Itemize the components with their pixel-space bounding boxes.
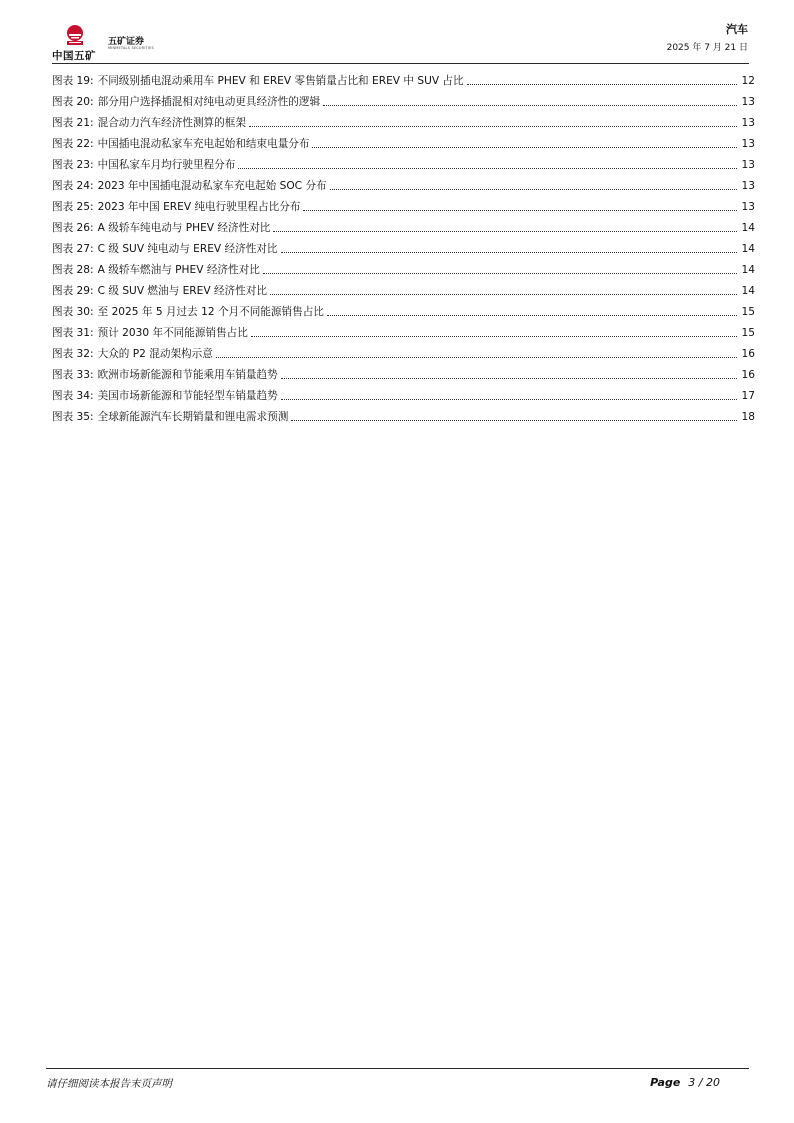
toc-entry-title: 2023 年中国插电混动私家车充电起始 SOC 分布 <box>97 180 327 192</box>
toc-dot-leader <box>238 167 737 169</box>
toc-entry-page[interactable]: 14 <box>741 264 755 276</box>
toc-entry-prefix: 图表 25: <box>52 201 94 213</box>
logo-sub-text: 五矿证券 <box>108 37 145 47</box>
toc-entry-label[interactable] <box>52 347 216 361</box>
toc-entry-title: C 级 SUV 燃油与 EREV 经济性对比 <box>97 285 267 297</box>
toc-entry-prefix: 图表 32: <box>52 348 94 360</box>
toc-entry-page[interactable]: 16 <box>741 369 755 381</box>
toc-entry-label[interactable] <box>52 389 281 403</box>
toc-entry-title: 部分用户选择插混相对纯电动更具经济性的逻辑 <box>97 96 321 108</box>
toc-entry-label[interactable] <box>52 137 312 151</box>
toc-dot-leader <box>323 104 737 106</box>
toc-entry-page[interactable]: 15 <box>741 327 755 339</box>
toc-entry-label[interactable] <box>52 116 249 130</box>
toc-entry-label[interactable] <box>52 263 263 277</box>
toc-row[interactable] <box>52 88 755 109</box>
toc-entry-label[interactable] <box>52 368 281 382</box>
toc-row[interactable] <box>52 382 755 403</box>
toc-entry-page[interactable]: 13 <box>741 180 755 192</box>
toc-entry-label[interactable] <box>52 158 238 172</box>
toc-entry-title: 中国插电混动私家车充电起始和结束电量分布 <box>97 138 310 150</box>
toc-entry-page[interactable]: 13 <box>741 159 755 171</box>
toc-entry-prefix: 图表 28: <box>52 264 94 276</box>
toc-entry-title: 至 2025 年 5 月过去 12 个月不同能源销售占比 <box>97 306 324 318</box>
toc-dot-leader <box>312 146 737 148</box>
toc-dot-leader <box>281 398 737 400</box>
toc-dot-leader <box>251 335 737 337</box>
toc-row[interactable] <box>52 277 755 298</box>
toc-row[interactable] <box>52 298 755 319</box>
toc-entry-prefix: 图表 23: <box>52 159 94 171</box>
section-title: 汽车 <box>726 23 748 36</box>
toc-entry-title: 中国私家车月均行驶里程分布 <box>97 159 236 171</box>
toc-row[interactable] <box>52 172 755 193</box>
toc-entry-page[interactable]: 14 <box>741 285 755 297</box>
toc-dot-leader <box>216 356 737 358</box>
toc-dot-leader <box>327 314 737 316</box>
page-indicator <box>650 1076 720 1089</box>
toc-row[interactable] <box>52 319 755 340</box>
toc-entry-prefix: 图表 31: <box>52 327 94 339</box>
toc-entry-title: C 级 SUV 纯电动与 EREV 经济性对比 <box>97 243 278 255</box>
toc-entry-title: 预计 2030 年不同能源销售占比 <box>97 327 248 339</box>
toc-entry-page[interactable]: 12 <box>741 75 755 87</box>
toc-entry-label[interactable] <box>52 242 281 256</box>
toc-dot-leader <box>249 125 737 127</box>
toc-entry-prefix: 图表 19: <box>52 75 94 87</box>
footer-divider <box>46 1068 749 1069</box>
toc-entry-page[interactable]: 14 <box>741 222 755 234</box>
report-date: 2025 年 7 月 21 日 <box>666 43 748 53</box>
toc-dot-leader <box>281 251 737 253</box>
toc-entry-label[interactable] <box>52 221 273 235</box>
company-logo <box>52 24 162 64</box>
toc-entry-prefix: 图表 26: <box>52 222 94 234</box>
toc-dot-leader <box>263 272 737 274</box>
toc-dot-leader <box>467 83 737 85</box>
toc-entry-prefix: 图表 35: <box>52 411 94 423</box>
page-number: 3 / 20 <box>688 1076 720 1089</box>
logo-main-text: 中国五矿 <box>52 50 96 62</box>
header-divider <box>52 63 749 64</box>
toc-row[interactable] <box>52 214 755 235</box>
toc-entry-label[interactable] <box>52 326 251 340</box>
toc-entry-title: 全球新能源汽车长期销量和锂电需求预测 <box>97 411 289 423</box>
toc-entry-page[interactable]: 13 <box>741 138 755 150</box>
toc-entry-label[interactable] <box>52 95 323 109</box>
toc-entry-prefix: 图表 22: <box>52 138 94 150</box>
minmetals-logo-icon <box>64 24 86 46</box>
toc-entry-prefix: 图表 21: <box>52 117 94 129</box>
toc-row[interactable] <box>52 67 755 88</box>
toc-row[interactable] <box>52 256 755 277</box>
toc-row[interactable] <box>52 130 755 151</box>
toc-entry-title: A 级轿车纯电动与 PHEV 经济性对比 <box>97 222 271 234</box>
toc-entry-page[interactable]: 18 <box>741 411 755 423</box>
toc-entry-page[interactable]: 13 <box>741 201 755 213</box>
toc-entry-title: 欧洲市场新能源和节能乘用车销量趋势 <box>97 369 278 381</box>
toc-entry-prefix: 图表 29: <box>52 285 94 297</box>
toc-entry-prefix: 图表 27: <box>52 243 94 255</box>
page-header <box>0 0 794 70</box>
toc-entry-prefix: 图表 34: <box>52 390 94 402</box>
toc-entry-prefix: 图表 30: <box>52 306 94 318</box>
toc-entry-prefix: 图表 20: <box>52 96 94 108</box>
toc-dot-leader <box>303 209 737 211</box>
toc-entry-label[interactable] <box>52 410 291 424</box>
toc-dot-leader <box>273 230 737 232</box>
toc-entry-title: 美国市场新能源和节能轻型车销量趋势 <box>97 390 278 402</box>
toc-dot-leader <box>330 188 737 190</box>
toc-entry-title: 混合动力汽车经济性测算的框架 <box>97 117 246 129</box>
toc-row[interactable] <box>52 109 755 130</box>
figure-index-list <box>52 67 755 424</box>
toc-row[interactable] <box>52 151 755 172</box>
toc-dot-leader <box>291 419 737 421</box>
toc-entry-page[interactable]: 14 <box>741 243 755 255</box>
toc-row[interactable] <box>52 193 755 214</box>
toc-entry-title: A 级轿车燃油与 PHEV 经济性对比 <box>97 264 260 276</box>
toc-entry-page[interactable]: 13 <box>741 117 755 129</box>
toc-entry-label[interactable] <box>52 284 270 298</box>
footer-disclaimer: 请仔细阅读本报告末页声明 <box>46 1078 172 1090</box>
toc-dot-leader <box>270 293 737 295</box>
toc-entry-page[interactable]: 13 <box>741 96 755 108</box>
toc-entry-label[interactable] <box>52 74 467 88</box>
toc-entry-label[interactable] <box>52 200 303 214</box>
toc-entry-label[interactable] <box>52 305 327 319</box>
toc-row[interactable] <box>52 235 755 256</box>
toc-entry-title: 大众的 P2 混动架构示意 <box>97 348 213 360</box>
toc-entry-prefix: 图表 33: <box>52 369 94 381</box>
logo-sub-en-text: MINMETALS SECURITIES <box>108 46 154 50</box>
toc-entry-prefix: 图表 24: <box>52 180 94 192</box>
toc-entry-title: 不同级别插电混动乘用车 PHEV 和 EREV 零售销量占比和 EREV 中 SUV 占比 <box>97 75 464 87</box>
toc-row[interactable] <box>52 340 755 361</box>
page-word: Page <box>650 1076 681 1089</box>
toc-row[interactable] <box>52 361 755 382</box>
toc-row[interactable] <box>52 403 755 424</box>
toc-entry-page[interactable]: 15 <box>741 306 755 318</box>
toc-dot-leader <box>281 377 737 379</box>
toc-entry-title: 2023 年中国 EREV 纯电行驶里程占比分布 <box>97 201 301 213</box>
toc-entry-label[interactable] <box>52 179 330 193</box>
toc-entry-page[interactable]: 17 <box>741 390 755 402</box>
toc-entry-page[interactable]: 16 <box>741 348 755 360</box>
